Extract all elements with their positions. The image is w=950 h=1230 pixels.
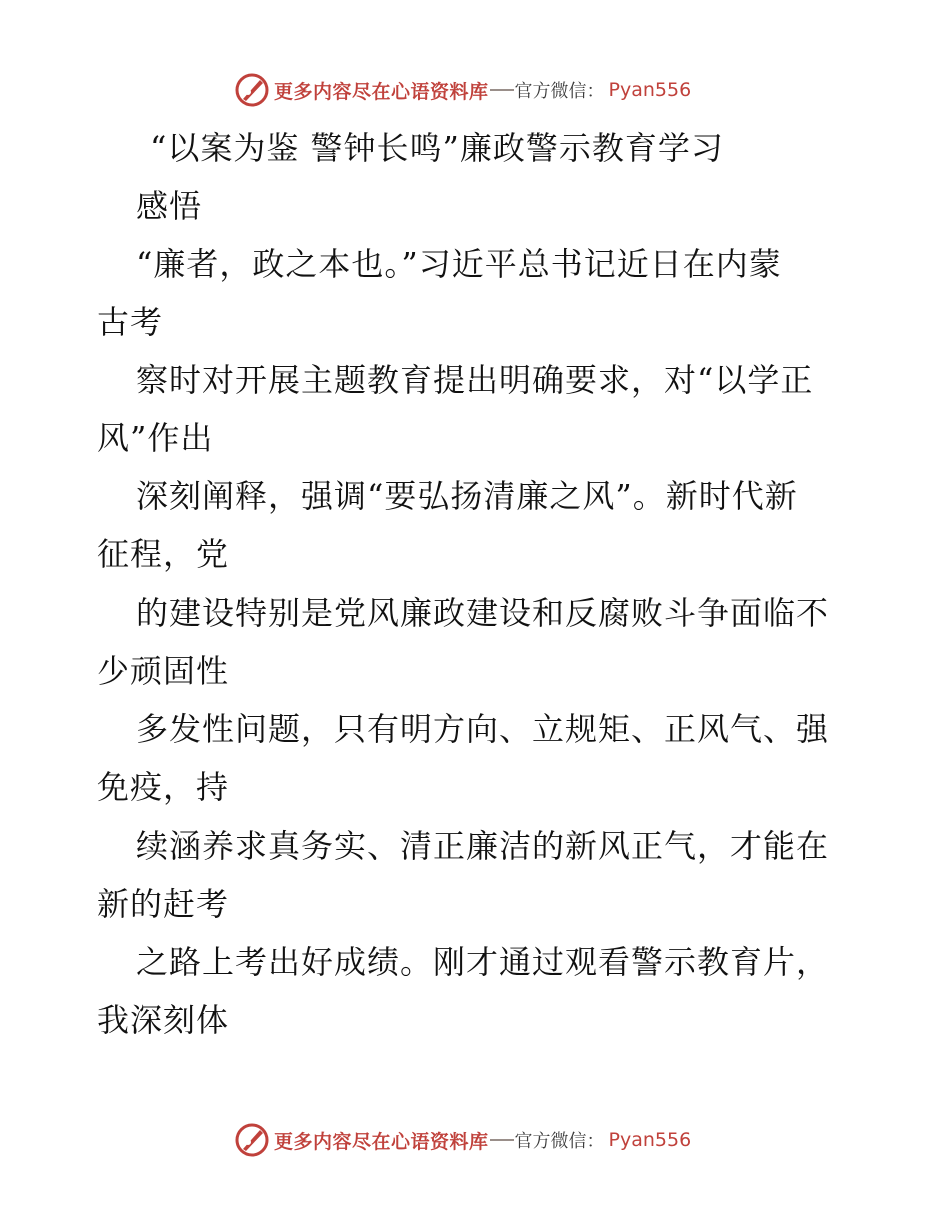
watermark-text: 更多内容尽在心语资料库 bbox=[274, 80, 489, 103]
watermark-wechat-id: Pyan556 bbox=[608, 1129, 692, 1151]
paragraph-line: 我深刻体 bbox=[97, 1001, 230, 1039]
footer-watermark bbox=[234, 1120, 691, 1160]
paragraph-line: 少顽固性 bbox=[97, 652, 230, 690]
paragraph-line: 免疫，持 bbox=[97, 768, 230, 806]
watermark-dash bbox=[490, 1139, 514, 1141]
document-title-line-2: 感悟 bbox=[136, 187, 203, 225]
paragraph-line: 新的赶考 bbox=[97, 885, 230, 923]
quill-seal-icon bbox=[234, 1122, 270, 1158]
paragraph-line: “廉者，政之本也。”习近平总书记近日在内蒙 bbox=[136, 245, 782, 283]
paragraph-line: 续涵养求真务实、清正廉洁的新风正气，才能在 bbox=[136, 827, 830, 865]
watermark-dash bbox=[490, 89, 514, 91]
document-title-line-1: “以案为鉴 警钟长鸣”廉政警示教育学习 bbox=[150, 129, 724, 167]
watermark-wechat-label: 官方微信 bbox=[514, 1131, 587, 1152]
header-watermark bbox=[234, 70, 691, 110]
paragraph-line: 风”作出 bbox=[97, 419, 214, 457]
paragraph-line: 古考 bbox=[97, 303, 164, 341]
paragraph-line: 多发性问题，只有明方向、立规矩、正风气、强 bbox=[136, 710, 830, 748]
paragraph-line: 征程，党 bbox=[97, 535, 230, 573]
watermark-text: 更多内容尽在心语资料库 bbox=[274, 1130, 489, 1153]
paragraph-line: 察时对开展主题教育提出明确要求，对“以学正 bbox=[136, 361, 814, 399]
watermark-colon: ： bbox=[586, 1131, 605, 1152]
paragraph-line: 之路上考出好成绩。刚才通过观看警示教育片， bbox=[136, 943, 830, 981]
paragraph-line: 的建设特别是党风廉政建设和反腐败斗争面临不 bbox=[136, 594, 830, 632]
watermark-wechat-label: 官方微信 bbox=[514, 81, 587, 102]
quill-seal-icon bbox=[234, 72, 270, 108]
watermark-colon: ： bbox=[586, 81, 605, 102]
paragraph-line: 深刻阐释，强调“要弘扬清廉之风”。新时代新 bbox=[136, 477, 798, 515]
watermark-wechat-id: Pyan556 bbox=[608, 79, 692, 101]
